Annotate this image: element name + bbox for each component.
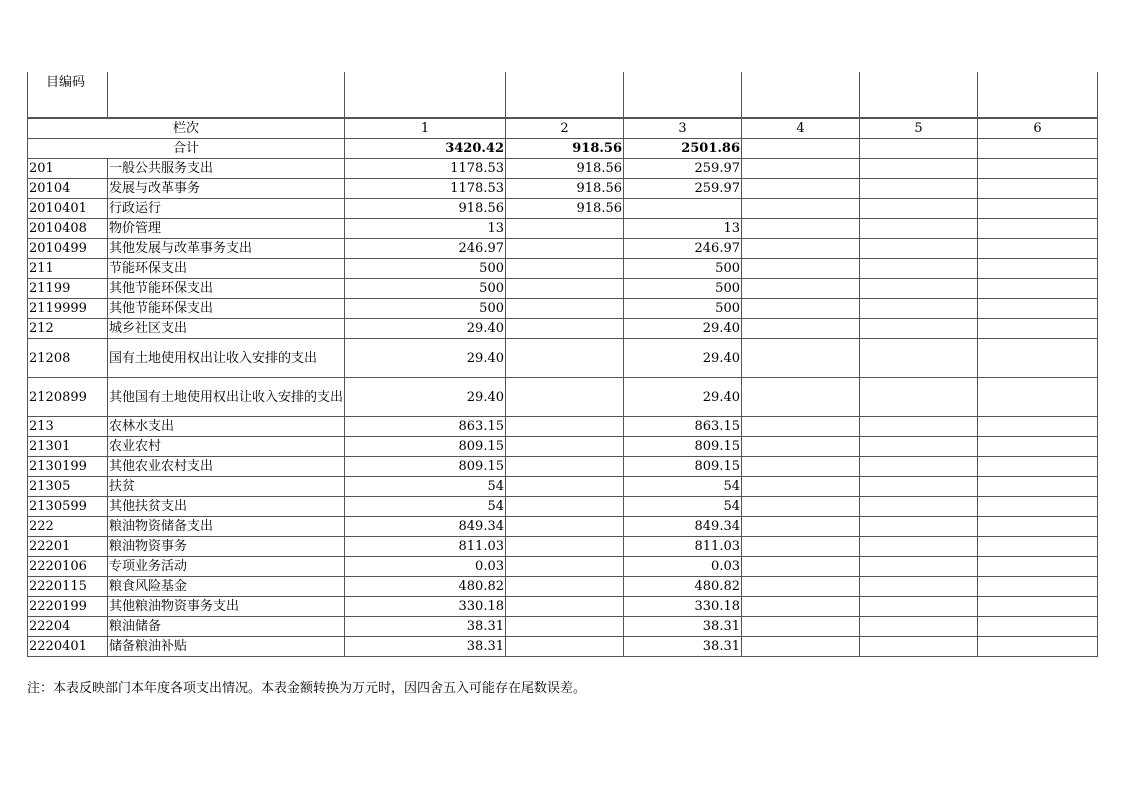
- row-value-2: [506, 339, 624, 378]
- row-value-5: [860, 299, 978, 319]
- row-value-3: 29.40: [624, 319, 742, 339]
- row-name: 粮油物资事务: [108, 537, 345, 557]
- row-value-2: 918.56: [506, 199, 624, 219]
- total-value-5: [860, 139, 978, 159]
- row-value-6: [978, 637, 1098, 657]
- row-value-6: [978, 517, 1098, 537]
- table-row: [28, 339, 1098, 378]
- row-value-3: 500: [624, 259, 742, 279]
- row-name: 其他节能环保支出: [108, 279, 345, 299]
- row-value-4: [742, 477, 860, 497]
- table-row: [28, 477, 1098, 497]
- row-value-4: [742, 299, 860, 319]
- row-value-5: [860, 537, 978, 557]
- row-value-5: [860, 159, 978, 179]
- row-value-2: [506, 477, 624, 497]
- row-value-3: 29.40: [624, 378, 742, 417]
- row-value-6: [978, 299, 1098, 319]
- row-code: 22201: [28, 537, 108, 557]
- header-name-cell: [108, 72, 345, 118]
- row-value-3: 863.15: [624, 417, 742, 437]
- row-value-4: [742, 378, 860, 417]
- row-name: 粮油物资储备支出: [108, 517, 345, 537]
- row-value-1: 500: [345, 299, 506, 319]
- index-row: [28, 118, 1098, 139]
- row-value-1: 918.56: [345, 199, 506, 219]
- header-col-2-cell: [506, 72, 624, 118]
- table-row: [28, 437, 1098, 457]
- row-code: 2119999: [28, 299, 108, 319]
- table-row: [28, 637, 1098, 657]
- row-value-6: [978, 537, 1098, 557]
- row-value-3: 38.31: [624, 617, 742, 637]
- row-value-1: 863.15: [345, 417, 506, 437]
- row-value-2: [506, 617, 624, 637]
- row-name: 其他国有土地使用权出让收入安排的支出: [108, 378, 345, 417]
- index-col-6: 6: [978, 118, 1098, 139]
- row-code: 21199: [28, 279, 108, 299]
- row-value-6: [978, 497, 1098, 517]
- row-code: 212: [28, 319, 108, 339]
- table-row: [28, 319, 1098, 339]
- row-code: 22204: [28, 617, 108, 637]
- expenditure-table-sheet: [27, 72, 1098, 657]
- row-value-6: [978, 457, 1098, 477]
- row-value-1: 849.34: [345, 517, 506, 537]
- row-value-2: [506, 417, 624, 437]
- row-value-3: 500: [624, 279, 742, 299]
- row-value-3: 809.15: [624, 437, 742, 457]
- row-value-4: [742, 537, 860, 557]
- index-label: 栏次: [28, 118, 345, 139]
- row-value-6: [978, 159, 1098, 179]
- row-value-4: [742, 517, 860, 537]
- row-value-4: [742, 417, 860, 437]
- row-value-5: [860, 637, 978, 657]
- row-value-5: [860, 239, 978, 259]
- row-value-2: [506, 239, 624, 259]
- row-value-5: [860, 497, 978, 517]
- row-name: 一般公共服务支出: [108, 159, 345, 179]
- table-row: [28, 497, 1098, 517]
- row-value-6: [978, 477, 1098, 497]
- table-row: [28, 219, 1098, 239]
- row-value-3: 54: [624, 477, 742, 497]
- index-col-2: 2: [506, 118, 624, 139]
- row-name: 储备粮油补贴: [108, 637, 345, 657]
- row-value-3: 330.18: [624, 597, 742, 617]
- row-value-5: [860, 179, 978, 199]
- row-name: 粮油储备: [108, 617, 345, 637]
- total-value-1: 3420.42: [345, 139, 506, 159]
- row-value-6: [978, 378, 1098, 417]
- row-code: 21301: [28, 437, 108, 457]
- row-value-2: [506, 577, 624, 597]
- total-value-6: [978, 139, 1098, 159]
- table-row: [28, 517, 1098, 537]
- row-value-1: 500: [345, 259, 506, 279]
- header-code-label: 目编码: [46, 75, 86, 90]
- table-row: [28, 537, 1098, 557]
- row-code: 2120899: [28, 378, 108, 417]
- row-name: 物价管理: [108, 219, 345, 239]
- total-value-4: [742, 139, 860, 159]
- table-row: [28, 259, 1098, 279]
- table-row: [28, 378, 1098, 417]
- row-value-5: [860, 279, 978, 299]
- total-value-3: 2501.86: [624, 139, 742, 159]
- row-value-5: [860, 219, 978, 239]
- row-value-1: 29.40: [345, 378, 506, 417]
- row-value-5: [860, 378, 978, 417]
- table-row: [28, 239, 1098, 259]
- row-value-3: 0.03: [624, 557, 742, 577]
- row-value-1: 38.31: [345, 617, 506, 637]
- row-value-5: [860, 437, 978, 457]
- row-name: 粮食风险基金: [108, 577, 345, 597]
- table-row: [28, 597, 1098, 617]
- header-col-3-cell: [624, 72, 742, 118]
- row-name: 扶贫: [108, 477, 345, 497]
- row-value-6: [978, 259, 1098, 279]
- row-value-6: [978, 597, 1098, 617]
- row-value-2: [506, 497, 624, 517]
- row-code: 20104: [28, 179, 108, 199]
- row-value-2: 918.56: [506, 159, 624, 179]
- row-code: 2220401: [28, 637, 108, 657]
- header-col-4-cell: [742, 72, 860, 118]
- row-value-3: 54: [624, 497, 742, 517]
- row-value-1: 246.97: [345, 239, 506, 259]
- row-value-4: [742, 239, 860, 259]
- row-value-4: [742, 259, 860, 279]
- row-value-2: [506, 219, 624, 239]
- table-row: [28, 179, 1098, 199]
- row-code: 2130199: [28, 457, 108, 477]
- row-code: 2220199: [28, 597, 108, 617]
- row-name: 节能环保支出: [108, 259, 345, 279]
- row-value-1: 330.18: [345, 597, 506, 617]
- row-value-4: [742, 577, 860, 597]
- row-value-3: 849.34: [624, 517, 742, 537]
- row-value-6: [978, 577, 1098, 597]
- row-code: 222: [28, 517, 108, 537]
- row-name: 农林水支出: [108, 417, 345, 437]
- row-value-5: [860, 577, 978, 597]
- row-value-6: [978, 417, 1098, 437]
- row-code: 2220106: [28, 557, 108, 577]
- row-value-3: 259.97: [624, 179, 742, 199]
- row-value-4: [742, 597, 860, 617]
- row-value-4: [742, 617, 860, 637]
- row-value-6: [978, 339, 1098, 378]
- index-col-3: 3: [624, 118, 742, 139]
- table-row: [28, 577, 1098, 597]
- row-name: 农业农村: [108, 437, 345, 457]
- row-value-1: 0.03: [345, 557, 506, 577]
- row-value-3: [624, 199, 742, 219]
- row-value-1: 54: [345, 497, 506, 517]
- header-code-cell: [28, 72, 108, 118]
- row-value-5: [860, 417, 978, 437]
- row-value-1: 38.31: [345, 637, 506, 657]
- row-value-1: 500: [345, 279, 506, 299]
- row-value-2: [506, 437, 624, 457]
- row-name: 其他节能环保支出: [108, 299, 345, 319]
- row-name: 国有土地使用权出让收入安排的支出: [108, 339, 345, 378]
- row-value-5: [860, 517, 978, 537]
- total-row: [28, 139, 1098, 159]
- row-value-5: [860, 199, 978, 219]
- row-value-4: [742, 199, 860, 219]
- index-col-1: 1: [345, 118, 506, 139]
- row-value-3: 500: [624, 299, 742, 319]
- row-value-2: [506, 259, 624, 279]
- row-value-2: [506, 557, 624, 577]
- row-value-5: [860, 319, 978, 339]
- row-value-1: 29.40: [345, 319, 506, 339]
- row-name: 专项业务活动: [108, 557, 345, 577]
- row-value-1: 809.15: [345, 457, 506, 477]
- row-value-4: [742, 319, 860, 339]
- table-row: [28, 557, 1098, 577]
- row-code: 2220115: [28, 577, 108, 597]
- row-value-3: 246.97: [624, 239, 742, 259]
- row-name: 其他粮油物资事务支出: [108, 597, 345, 617]
- table-row: [28, 299, 1098, 319]
- index-col-4: 4: [742, 118, 860, 139]
- table-row: [28, 199, 1098, 219]
- row-name: 其他扶贫支出: [108, 497, 345, 517]
- table-row: [28, 417, 1098, 437]
- header-col-6-cell: [978, 72, 1098, 118]
- row-value-1: 1178.53: [345, 179, 506, 199]
- table-row: [28, 279, 1098, 299]
- row-code: 2010499: [28, 239, 108, 259]
- header-col-5-cell: [860, 72, 978, 118]
- footnote: 注：本表反映部门本年度各项支出情况。本表金额转换为万元时，因四舍五入可能存在尾数误差。: [27, 681, 587, 696]
- table-row: [28, 159, 1098, 179]
- row-value-2: [506, 299, 624, 319]
- row-value-1: 811.03: [345, 537, 506, 557]
- row-value-5: [860, 259, 978, 279]
- row-name: 其他农业农村支出: [108, 457, 345, 477]
- row-value-2: [506, 457, 624, 477]
- row-code: 211: [28, 259, 108, 279]
- row-value-4: [742, 279, 860, 299]
- row-value-6: [978, 239, 1098, 259]
- total-value-2: 918.56: [506, 139, 624, 159]
- row-code: 2010408: [28, 219, 108, 239]
- row-value-2: [506, 537, 624, 557]
- row-value-5: [860, 597, 978, 617]
- row-value-2: [506, 378, 624, 417]
- row-value-4: [742, 159, 860, 179]
- row-value-5: [860, 477, 978, 497]
- row-value-1: 54: [345, 477, 506, 497]
- index-col-5: 5: [860, 118, 978, 139]
- row-value-4: [742, 457, 860, 477]
- row-value-1: 809.15: [345, 437, 506, 457]
- row-value-1: 1178.53: [345, 159, 506, 179]
- row-value-3: 13: [624, 219, 742, 239]
- row-code: 213: [28, 417, 108, 437]
- row-value-2: [506, 517, 624, 537]
- row-code: 2130599: [28, 497, 108, 517]
- row-value-5: [860, 617, 978, 637]
- row-value-5: [860, 557, 978, 577]
- row-value-5: [860, 339, 978, 378]
- row-value-3: 29.40: [624, 339, 742, 378]
- row-value-1: 13: [345, 219, 506, 239]
- total-label: 合计: [28, 139, 345, 159]
- expenditure-table: [27, 72, 1098, 657]
- row-name: 发展与改革事务: [108, 179, 345, 199]
- row-value-1: 29.40: [345, 339, 506, 378]
- row-name: 其他发展与改革事务支出: [108, 239, 345, 259]
- row-value-6: [978, 319, 1098, 339]
- row-value-6: [978, 279, 1098, 299]
- row-value-6: [978, 617, 1098, 637]
- row-value-6: [978, 179, 1098, 199]
- table-row: [28, 457, 1098, 477]
- row-value-4: [742, 437, 860, 457]
- row-value-6: [978, 437, 1098, 457]
- row-value-4: [742, 339, 860, 378]
- row-value-4: [742, 637, 860, 657]
- row-value-4: [742, 557, 860, 577]
- row-value-4: [742, 219, 860, 239]
- row-value-2: 918.56: [506, 179, 624, 199]
- row-value-3: 811.03: [624, 537, 742, 557]
- row-code: 2010401: [28, 199, 108, 219]
- row-value-3: 259.97: [624, 159, 742, 179]
- row-value-2: [506, 279, 624, 299]
- row-value-2: [506, 637, 624, 657]
- row-value-3: 809.15: [624, 457, 742, 477]
- row-value-1: 480.82: [345, 577, 506, 597]
- header-col-1-cell: [345, 72, 506, 118]
- row-name: 行政运行: [108, 199, 345, 219]
- row-value-3: 480.82: [624, 577, 742, 597]
- row-name: 城乡社区支出: [108, 319, 345, 339]
- table-row: [28, 617, 1098, 637]
- row-code: 201: [28, 159, 108, 179]
- row-code: 21305: [28, 477, 108, 497]
- row-value-4: [742, 497, 860, 517]
- row-value-6: [978, 557, 1098, 577]
- row-value-5: [860, 457, 978, 477]
- header-row: [28, 72, 1098, 118]
- row-value-2: [506, 597, 624, 617]
- row-value-3: 38.31: [624, 637, 742, 657]
- row-value-6: [978, 219, 1098, 239]
- row-code: 21208: [28, 339, 108, 378]
- row-value-4: [742, 179, 860, 199]
- row-value-2: [506, 319, 624, 339]
- row-value-6: [978, 199, 1098, 219]
